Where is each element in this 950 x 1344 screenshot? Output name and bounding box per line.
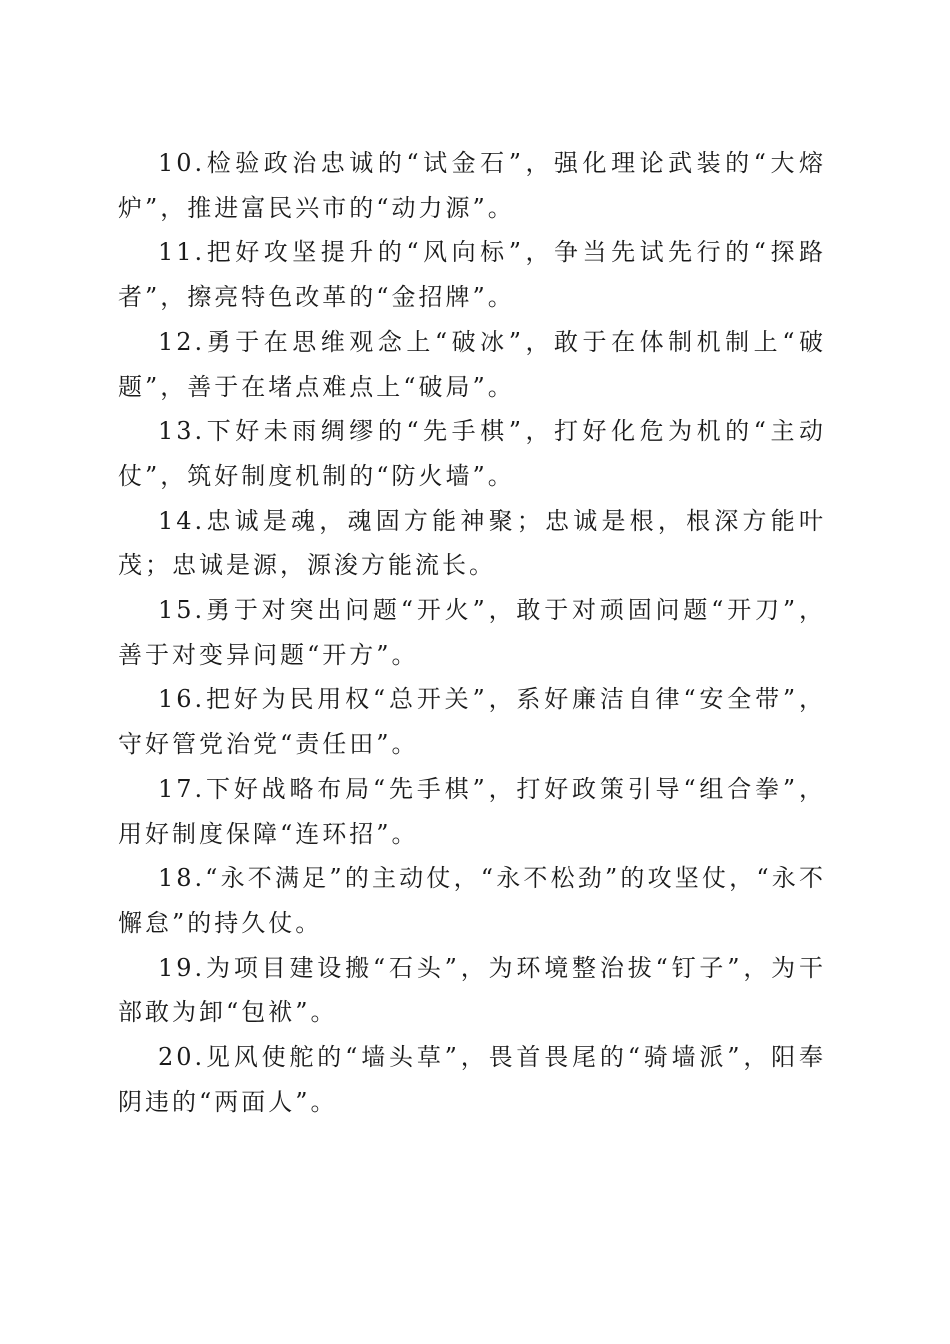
paragraph-item-14: 14.忠诚是魂，魂固方能神聚；忠诚是根，根深方能叶茂；忠诚是源，源浚方能流长。 bbox=[118, 506, 826, 580]
paragraph-item-11: 11.把好攻坚提升的“风向标”，争当先试先行的“探路者”，擦亮特色改革的“金招牌”。 bbox=[118, 238, 826, 312]
paragraph-item-15: 15.勇于对突出问题“开火”，敢于对顽固问题“开刀”，善于对变异问题“开方”。 bbox=[118, 596, 826, 669]
document-body bbox=[118, 141, 826, 1124]
paragraph-item-13: 13.下好未雨绸缪的“先手棋”，打好化危为机的“主动仗”，筑好制度机制的“防火墙”。 bbox=[118, 417, 826, 490]
paragraph-item-17: 17.下好战略布局“先手棋”，打好政策引导“组合拳”，用好制度保障“连环招”。 bbox=[118, 774, 826, 848]
paragraph-item-20: 20.见风使舵的“墙头草”，畏首畏尾的“骑墙派”，阳奉阴违的“两面人”。 bbox=[118, 1043, 826, 1116]
paragraph-item-16: 16.把好为民用权“总开关”，系好廉洁自律“安全带”，守好管党治党“责任田”。 bbox=[118, 685, 826, 759]
paragraph-item-19: 19.为项目建设搬“石头”，为环境整治拔“钉子”，为干部敢为卸“包袱”。 bbox=[118, 953, 826, 1027]
paragraph-item-18: 18.“永不满足”的主动仗，“永不松劲”的攻坚仗，“永不懈怠”的持久仗。 bbox=[118, 864, 826, 937]
paragraph-item-12: 12.勇于在思维观念上“破冰”，敢于在体制机制上“破题”，善于在堵点难点上“破局”。 bbox=[118, 327, 826, 401]
paragraph-item-10: 10.检验政治忠诚的“试金石”，强化理论武装的“大熔炉”，推进富民兴市的“动力源”。 bbox=[118, 149, 826, 222]
